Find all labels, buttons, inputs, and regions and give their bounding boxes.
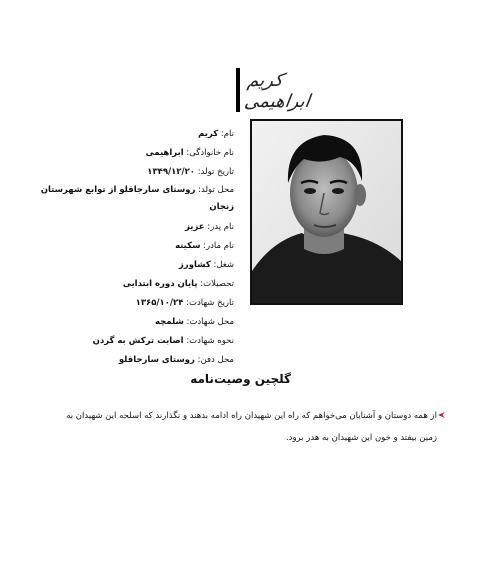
biography-details [24,125,234,370]
info-value: کشاورز [178,260,211,270]
info-row-martyrdom-manner [24,332,234,351]
info-row-occupation [24,256,234,275]
info-label: نحوه شهادت: [186,336,234,346]
info-row-father-name [24,218,234,237]
info-value: سکینه [175,241,201,251]
portrait-image [252,121,401,303]
info-label: نام پدر: [207,222,234,232]
info-value: روستای سارجاقلو از توابع شهرستان زنجان [40,185,234,212]
info-row-martyrdom-date [24,294,234,313]
info-row-mother-name [24,237,234,256]
info-value: اصابت ترکش به گردن [92,336,184,346]
info-value: ۱۳۴۹/۱۲/۲۰ [147,167,195,177]
info-value: کریم [198,129,219,139]
info-label: محل شهادت: [186,317,234,327]
info-row-last-name [24,144,234,163]
info-value: ابراهیمی [145,148,184,158]
info-value: شلمچه [155,317,184,327]
section-heading: گلچین وصیت‌نامه [190,372,291,386]
testament-excerpt: از همه دوستان و آشنایان می‌خواهم که راه این شهیدان راه ادامه بدهند و نگذارند که اسلحه این شهیدان به زمین بیفتد و خون این شهیدان به هدر برود. [66,411,437,443]
info-value: عزیز [185,222,205,232]
arrow-marker-icon [437,411,445,419]
info-value: ۱۳۶۵/۱۰/۲۴ [135,298,184,308]
portrait-photo [250,119,403,305]
info-label: نام خانوادگی: [186,148,234,158]
info-row-martyrdom-place [24,313,234,332]
info-value: روستای سارجاقلو [118,355,195,365]
info-label: محل دفن: [197,355,234,365]
info-label: تاریخ شهادت: [186,298,234,308]
info-label: نام: [220,129,234,139]
info-label: تاریخ تولد: [197,167,234,177]
title-accent-bar [236,68,240,112]
info-label: محل تولد: [198,185,234,195]
info-row-birth-date [24,163,234,182]
info-row-birth-place [24,182,234,216]
info-label: تحصیلات: [200,279,234,289]
page-title: کریم ابراهیمی [243,70,312,112]
info-label: شغل: [213,260,234,270]
info-value: پایان دوره ابتدایی [122,279,198,289]
info-label: نام مادر: [203,241,234,251]
info-row-first-name [24,125,234,144]
info-row-education [24,275,234,294]
info-row-burial-place [24,351,234,370]
